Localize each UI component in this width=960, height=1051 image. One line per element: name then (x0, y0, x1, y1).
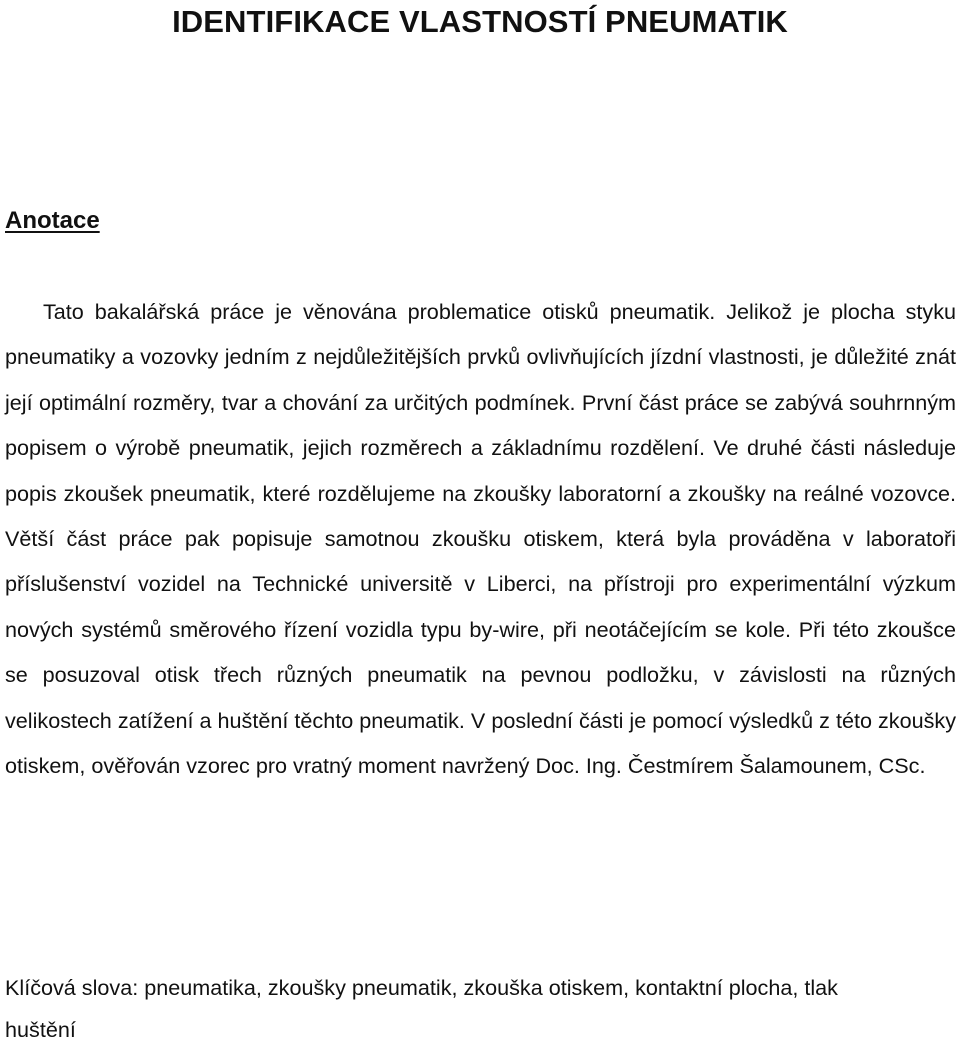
section-heading-anotace: Anotace (5, 207, 100, 234)
keywords-paragraph: Klíčová slova: pneumatika, zkoušky pneumatik, zkouška otiskem, kontaktní plocha, tlak huštění (5, 975, 838, 1042)
document-title: IDENTIFIKACE VLASTNOSTÍ PNEUMATIK (172, 4, 788, 39)
abstract-paragraph: Tato bakalářská práce je věnována problematice otisků pneumatik. Jelikož je plocha styku pneumatiky a vozovky jedním z nejdůležitějších prvků ovlivňujících jízdní vlastnosti, je důležité znát její optimální rozměry, tvar a chování za určitých podmínek. První část práce se zabývá souhrnným popisem o výrobě pneumatik, jejich rozměrech a základnímu rozdělení. Ve druhé části následuje popis zkoušek pneumatik, které rozdělujeme na zkoušky laboratorní a zkoušky na reálné vozovce. Větší část práce pak popisuje samotnou zkoušku otiskem, která byla prováděna v laboratoři příslušenství vozidel na Technické universitě v Liberci, na přístroji pro experimentální výzkum nových systémů směrového řízení vozidla typu by-wire, při neotáčejícím se kole. Při této zkoušce se posuzoval otisk třech různých pneumatik na pevnou podložku, v závislosti na různých velikostech zatížení a huštění těchto pneumatik. V poslední části je pomocí výsledků z této zkoušky otiskem, ověřován vzorec pro vratný moment navržený Doc. Ing. Čestmírem Šalamounem, CSc. (5, 299, 956, 779)
